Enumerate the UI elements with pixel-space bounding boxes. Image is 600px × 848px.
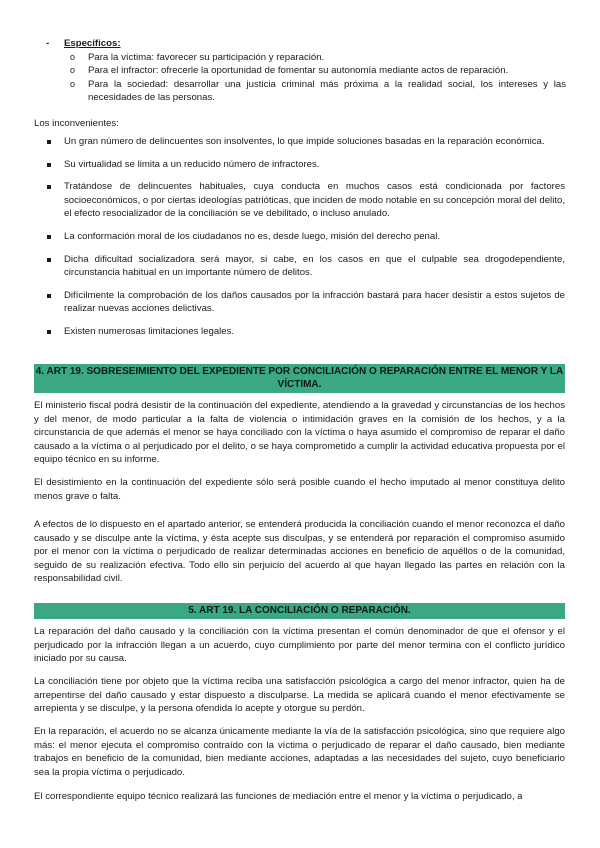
list-item: Existen numerosas limitaciones legales. [34, 325, 565, 339]
especificos-list [46, 51, 566, 105]
list-item: o Para la víctima: favorecer su participación y reparación. [46, 51, 566, 65]
especificos-title: Específicos: [64, 38, 121, 49]
section-5-paragraph: La reparación del daño causado y la conciliación con la víctima presentan el común denominador de que el ofensor y el perjudicado por la infracción llegan a un acuerdo, cuyo cumplimiento por parte del menor termina con el conflicto jurídico iniciado por su causa. [34, 626, 565, 665]
list-item: Su virtualidad se limita a un reducido número de infractores. [34, 158, 565, 172]
list-item: La conformación moral de los ciudadanos no es, desde luego, misión del derecho penal. [34, 230, 565, 244]
list-item: o Para el infractor: ofrecerle la oportunidad de fomentar su autonomía mediante actos de reparación. [46, 64, 566, 78]
inconvenientes-list [34, 135, 565, 348]
especificos-section [46, 37, 566, 105]
list-item: Un gran número de delincuentes son insolventes, lo que impide soluciones basadas en la reparación económica. [34, 135, 565, 149]
section-5-paragraph: La conciliación tiene por objeto que la víctima reciba una satisfacción psicológica a cargo del menor infractor, quien ha de arrepentirse del daño causado y estar dispuesto a disculparse. La medida se aplicará cuando el menor efectivamente se arrepienta y se disculpe, y la persona ofendida lo acepte y otorgue su perdón. [34, 676, 565, 715]
list-item: o Para la sociedad: desarrollar una justicia criminal más próxima a la realidad social, los intereses y las necesidades de las personas. [46, 78, 566, 105]
section-5-paragraph: En la reparación, el acuerdo no se alcanza únicamente mediante la vía de la satisfacción psicológica, sino que requiere algo más: el menor ejecuta el compromiso contraído con la víctima o perjudicado de reparar el daño causado, bien mediante trabajos en beneficio de la comunidad, bien mediante acciones, adaptadas a las necesidades del sujeto, cuyo beneficiario sea la propia víctima o perjudicado. [34, 726, 565, 778]
section-4-paragraph: El desistimiento en la continuación del expediente sólo será posible cuando el hecho imputado al menor constituya delito menos grave o falta. [34, 477, 565, 502]
list-item: Tratándose de delincuentes habituales, cuya conducta en muchos casos está condicionada por factores socioeconómicos, o por ciertas ideologías patrióticas, que inciden de modo notable en su concepción moral del delito, el efecto resocializador de la conciliación se ve debilitado, o incluso anulado. [34, 180, 565, 221]
list-item: Difícilmente la comprobación de los daños causados por la infracción bastará para hacer desistir a estos sujetos de realizar nuevas acciones delictivas. [34, 289, 565, 316]
list-item: Dicha dificultad socializadora será mayor, si cabe, en los casos en que el culpable sea drogodependiente, circunstancia habitual en un importante número de delitos. [34, 253, 565, 280]
section-5-paragraph: El correspondiente equipo técnico realizará las funciones de mediación entre el menor y la víctima o perjudicado, a [34, 791, 523, 802]
section-4-heading: 4. ART 19. SOBRESEIMIENTO DEL EXPEDIENTE POR CONCILIACIÓN O REPARACIÓN ENTRE EL MENOR Y LA VÍCTIMA. [34, 364, 565, 393]
section-4-paragraph: El ministerio fiscal podrá desistir de la continuación del expediente, atendiendo a la gravedad y circunstancias de los hechos y del menor, de modo particular a la falta de violencia o intimidación graves en la comisión de los hechos, y a la circunstancia de que además el menor se haya conciliado con la víctima o haya asumido el compromiso de reparar el daño causado a la víctima o al perjudicado por el delito, o se haya comprometido a cumplir la actividad educativa propuesta por el equipo técnico en su informe. [34, 400, 565, 466]
section-4-paragraph: A efectos de lo dispuesto en el apartado anterior, se entenderá producida la conciliación cuando el menor reconozca el daño causado y se disculpe ante la víctima, y ésta acepte sus disculpas, y se entenderá por reparación el compromiso asumido por el menor con la víctima o perjudicado de realizar determinadas acciones en beneficio de aquéllos o de la comunidad, seguido de su realización efectiva. Todo ello sin perjuicio del acuerdo al que hayan llegado las partes en relación con la responsabilidad civil. [34, 519, 565, 585]
inconvenientes-title: Los inconvenientes: [34, 118, 119, 129]
especificos-title-row [46, 37, 566, 51]
section-5-heading: 5. ART 19. LA CONCILIACIÓN O REPARACIÓN. [34, 603, 565, 619]
dash-bullet: - [46, 38, 50, 49]
